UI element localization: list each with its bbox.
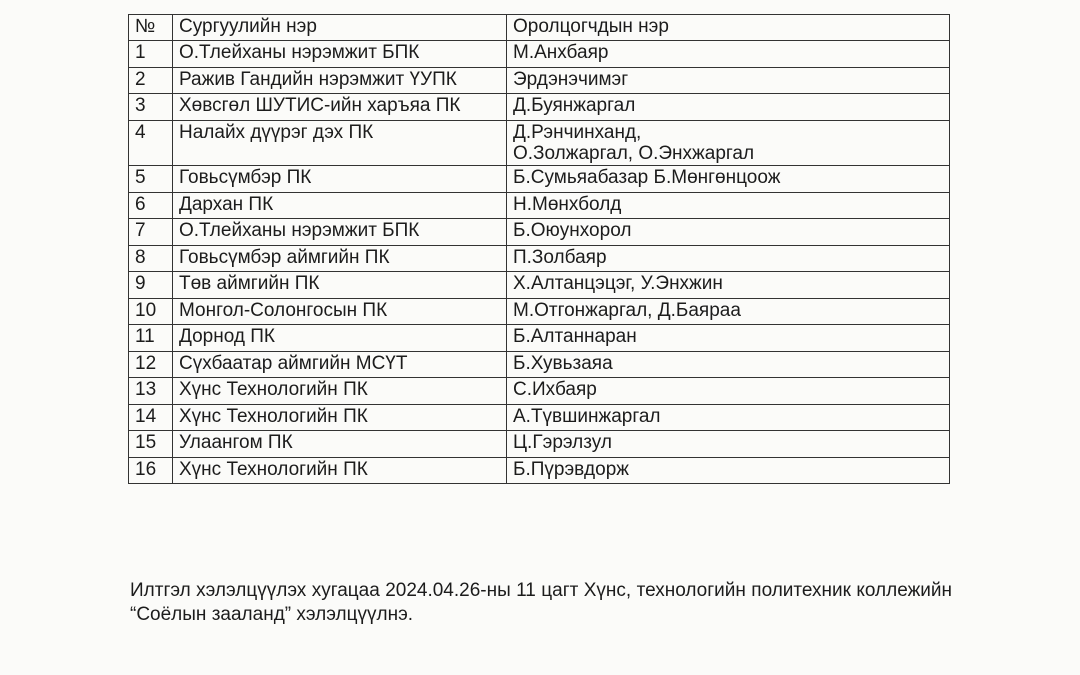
school-name: Хүнс Технологийн ПК [173, 378, 507, 405]
header-participant-names: Оролцогчдын нэр [507, 15, 950, 41]
participant-name-line: Б.Сумьяабазар Б.Мөнгөнцоож [513, 167, 781, 189]
row-number: 15 [129, 431, 173, 458]
table-row [129, 94, 950, 121]
table-row [129, 431, 950, 458]
row-number: 14 [129, 404, 173, 431]
participant-name-line: Б.Хувьзаяа [513, 352, 613, 374]
row-number: 16 [129, 457, 173, 484]
row-number: 2 [129, 67, 173, 94]
school-name: Говьсүмбэр аймгийн ПК [173, 245, 507, 272]
row-number: 7 [129, 219, 173, 246]
participant-names [507, 67, 950, 94]
row-number: 6 [129, 192, 173, 219]
participant-name-line: Б.Оюунхорол [513, 220, 632, 242]
participants-table [128, 14, 950, 484]
participant-names [507, 404, 950, 431]
participant-name-line: М.Анхбаяр [513, 42, 609, 63]
school-name: Хүнс Технологийн ПК [173, 457, 507, 484]
school-name: О.Тлейханы нэрэмжит БПК [173, 41, 507, 68]
row-number: 9 [129, 272, 173, 299]
participant-name-line: Х.Алтанцэцэг, У.Энхжин [513, 273, 723, 295]
header-school-name: Сургуулийн нэр [173, 15, 507, 41]
participant-names [507, 94, 950, 121]
participant-names [507, 431, 950, 458]
table-row [129, 166, 950, 193]
participant-name-line: Д.Буянжаргал [513, 95, 636, 116]
participant-names [507, 298, 950, 325]
table-body [129, 41, 950, 484]
table-row [129, 298, 950, 325]
table-row [129, 67, 950, 94]
row-number: 10 [129, 298, 173, 325]
participant-name-line: Б.Алтаннаран [513, 326, 637, 348]
participant-name-line: П.Золбаяр [513, 246, 607, 268]
row-number: 5 [129, 166, 173, 193]
participant-name-line: Б.Пүрэвдорж [513, 458, 629, 480]
school-name: Сүхбаатар аймгийн МСҮТ [173, 351, 507, 378]
row-number: 8 [129, 245, 173, 272]
school-name: Говьсүмбэр ПК [173, 166, 507, 193]
table-row [129, 325, 950, 352]
row-number: 12 [129, 351, 173, 378]
row-number: 13 [129, 378, 173, 405]
school-name: Дархан ПК [173, 192, 507, 219]
participant-name-line: О.Золжаргал, О.Энхжаргал [513, 143, 755, 165]
school-name: Хөвсгөл ШУТИС-ийн харъяа ПК [173, 94, 507, 121]
table-row [129, 120, 950, 166]
school-name: Монгол-Солонгосын ПК [173, 298, 507, 325]
participant-names [507, 378, 950, 405]
school-name: О.Тлейханы нэрэмжит БПК [173, 219, 507, 246]
school-name: Дорнод ПК [173, 325, 507, 352]
participant-name-line: Эрдэнэчимэг [513, 68, 629, 90]
school-name: Хүнс Технологийн ПК [173, 404, 507, 431]
participant-names [507, 41, 950, 68]
school-name: Налайх дүүрэг дэх ПК [173, 120, 507, 166]
participant-names [507, 219, 950, 246]
hearing-notice: Илтгэл хэлэлцүүлэх хугацаа 2024.04.26-ны 11 цагт Хүнс, технологийн политехник коллежийн “Соёлын зааланд” хэлэлцүүлнэ. [130, 580, 952, 625]
participant-name-line: Н.Мөнхболд [513, 193, 622, 215]
table-header-row [129, 15, 950, 41]
participant-name-line: С.Ихбаяр [513, 379, 597, 401]
table-row [129, 457, 950, 484]
participant-name-line: Ц.Гэрэлзул [513, 432, 612, 454]
participant-names [507, 192, 950, 219]
table-row [129, 192, 950, 219]
table-row [129, 245, 950, 272]
participant-names [507, 120, 950, 166]
table-row [129, 351, 950, 378]
participant-name-line: Д.Рэнчинханд, [513, 121, 642, 143]
participant-names [507, 325, 950, 352]
table-row [129, 219, 950, 246]
participant-names [507, 272, 950, 299]
school-name: Ражив Гандийн нэрэмжит ҮУПК [173, 67, 507, 94]
row-number: 1 [129, 41, 173, 68]
row-number: 11 [129, 325, 173, 352]
table-row [129, 41, 950, 68]
participant-names [507, 351, 950, 378]
participant-names [507, 457, 950, 484]
participant-name-line: А.Түвшинжаргал [513, 405, 661, 427]
header-number: № [129, 15, 173, 41]
participant-name-line: М.Отгонжаргал, Д.Баяраа [513, 299, 741, 321]
participant-names [507, 166, 950, 193]
school-name: Төв аймгийн ПК [173, 272, 507, 299]
table-row [129, 272, 950, 299]
table-row [129, 404, 950, 431]
participant-names [507, 245, 950, 272]
row-number: 4 [129, 120, 173, 166]
row-number: 3 [129, 94, 173, 121]
table-row [129, 378, 950, 405]
school-name: Улаангом ПК [173, 431, 507, 458]
